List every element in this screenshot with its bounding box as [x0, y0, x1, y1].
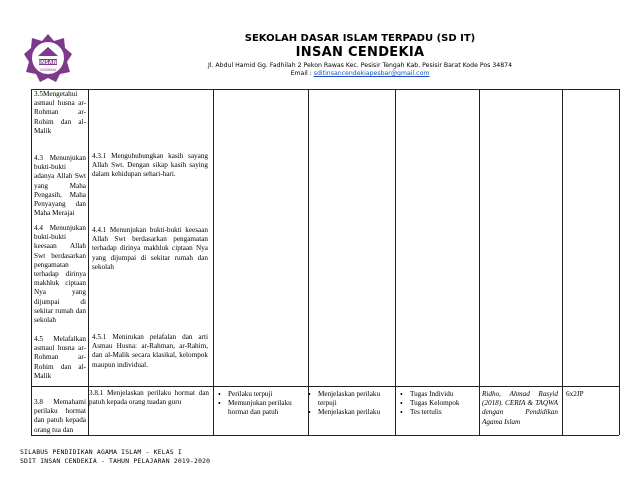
- penilaian-item: • Tugas Individu: [400, 390, 478, 399]
- indicator-4-5-1: 4.5.1 Menirukan pelafalan dan arti Asmau Husna: ar-Rahman, ar-Rahim, dan al-Malik secara klasikal, kelompok maupun individual.: [92, 333, 209, 369]
- indicator-4-3-1: 4.3.1 Menguhubungkan kasih sayang Allah Swt. Dengan sikap kasih saying dalam kehidupan sehari-hari.: [92, 152, 209, 179]
- kegiatan-list: [308, 390, 392, 418]
- kegiatan-item: • Menjelaskan perilaku: [308, 408, 392, 417]
- school-name: SEKOLAH DASAR ISLAM TERPADU (SD IT): [244, 33, 476, 44]
- school-logo-graphic: [22, 32, 74, 84]
- penilaian-item: • Tugas Kelompok: [400, 399, 478, 408]
- kd-3-5: 3.5Mengetahui asmaul husna ar-Rohman ar-Rohim dan al-Malik: [34, 90, 86, 135]
- school-logo: [22, 32, 74, 84]
- email-label: Email :: [290, 70, 312, 77]
- school-address: Jl. Abdul Hamid Gg. Fadhilah 2 Pekon Rawas Kec. Pesisir Tengah Kab. Pesisir Barat Kode Pos 34874: [207, 62, 513, 69]
- footer-line-2: SDIT INSAN CENDEKIA - TAHUN PELAJARAN 2019-2020: [20, 457, 211, 465]
- sumber-belajar: Ridho, Ahmad Rasyid (2018). CERIA & TAQWA dengan Pendidikan Agama Islam: [482, 390, 558, 426]
- indicator-4-4-1: 4.4.1 Menunjukan bukti-bukti keesaan Allah Swt berdasarkan pengamatan terhadap dirinya makhluk ciptaan Nya yang dijumpai di sekitar rumah dan sekolah: [92, 226, 208, 271]
- kd-4-5: 4.5 Melafalkan asmaul husna ar-Rohman ar-Rohim dan al-Malik: [34, 335, 86, 380]
- kd-4-4: 4.4 Menunjukan bukti-bukti keesaan Allah Swt berdasarkan pengamatan terhadap dirinya makhluk ciptaan Nya yang dijumpai di sekitar rumah dan sekolah: [34, 224, 86, 325]
- penilaian-item: • Tes tertulis: [400, 408, 478, 417]
- indicator-3-8-1: 3.8.1 Menjelaskan perilaku hormat dan patuh kepada orang tuadan guru: [89, 389, 209, 407]
- email-link[interactable]: sditinsancendekiapesbar@gmail.com: [313, 70, 430, 77]
- logo-text-bottom: CENDEKIA: [39, 68, 57, 72]
- footer-line-1: SILABUS PENDIDIKAN AGAMA ISLAM - KELAS I: [20, 448, 182, 456]
- syllabus-table: [31, 89, 619, 435]
- kd-4-3: 4.3 Menunjukan bukti-bukti adanya Allah Swt yang Maha Pengasih, Maha Penyayang dan Maha Merajai: [34, 154, 86, 218]
- school-email-line: [150, 70, 570, 77]
- alokasi-waktu: 6x2JP: [566, 390, 584, 398]
- materi-list: [218, 390, 306, 418]
- kegiatan-item: • Menjelaskan perilaku terpuji: [308, 390, 392, 408]
- logo-text-top: INSAN: [39, 60, 57, 66]
- materi-item: • Perilaku terpuji: [218, 390, 306, 399]
- kd-3-8: 3.8 Memahami perilaku hormat dan patuh kepada orang tua dan: [34, 398, 86, 434]
- materi-item: • Memunjukan perilaku hormat dan patuh: [218, 399, 306, 417]
- brand-name: INSAN CENDEKIA: [295, 45, 425, 60]
- penilaian-list: [400, 390, 478, 418]
